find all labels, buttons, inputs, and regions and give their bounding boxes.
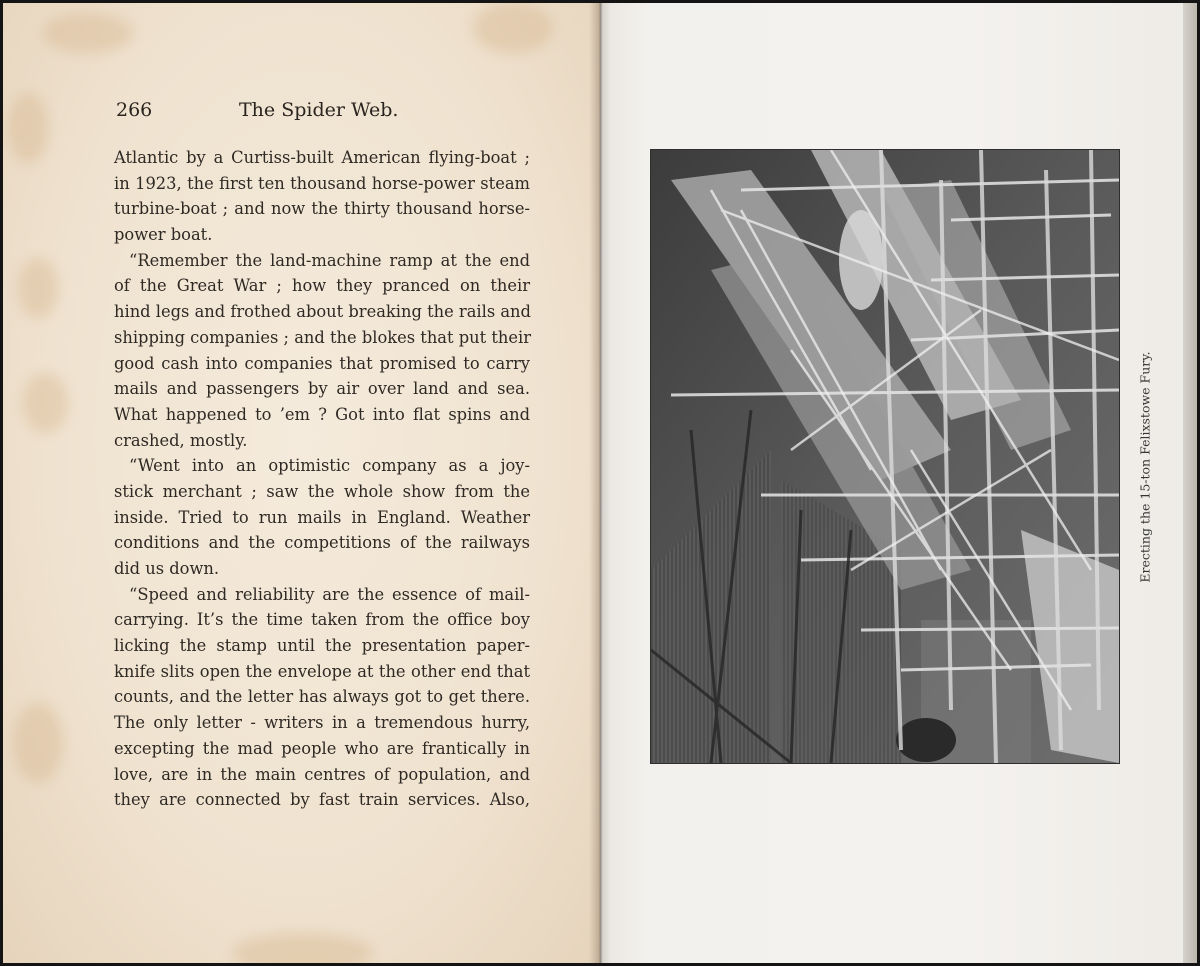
page-number: 266 [116,99,153,121]
text-line: of the Great War ; how they pranced on their [114,276,530,296]
text-line: licking the stamp until the presentation paper- [114,636,530,656]
plate-caption [1137,351,1153,583]
text-line: counts, and the letter has always got to get there. [114,687,530,707]
text-line: shipping companies ; and the blokes that put their [114,327,532,347]
text-line: What happened to ’em ? Got into flat spins and [114,404,530,424]
text-line: power boat. [114,225,213,245]
right-page [600,3,1197,963]
text-line: knife slits open the envelope at the other end that [114,661,530,681]
text-line: crashed, mostly. [114,430,248,450]
page-header [114,99,532,125]
text-line: in 1923, the first ten thousand horse-power steam [114,173,530,193]
text-line: “Speed and reliability are the essence of mail- [129,584,530,604]
hangar-photograph [651,150,1119,763]
text-line: “Remember the land-machine ramp at the end [129,250,530,270]
photo-plate [650,149,1120,764]
text-line: The only letter - writers in a tremendous hurry, [114,713,530,733]
body-text [114,145,530,813]
text-line: they are connected by fast train services. Also, [114,790,530,810]
text-line: good cash into companies that promised to carry [114,353,530,373]
page-edge [1183,3,1197,963]
text-line: conditions and the competitions of the railways [114,533,530,553]
running-title: The Spider Web. [239,99,399,121]
text-line: inside. Tried to run mails in England. Weather [114,507,530,527]
text-line: “Went into an optimistic company as a joy- [129,456,530,476]
book-gutter [589,3,611,963]
plate-caption-text: Erecting the 15-ton Felixstowe Fury. [1137,351,1153,583]
text-line: stick merchant ; saw the whole show from the [114,481,530,501]
text-line: Atlantic by a Curtiss-built American flying-boat ; [114,148,530,167]
text-line: carrying. It’s the time taken from the office boy [114,610,530,630]
text-line: mails and passengers by air over land and sea. [114,379,530,399]
left-page [3,3,600,963]
book-spread [3,3,1197,963]
text-line: turbine-boat ; and now the thirty thousand horse- [114,199,530,219]
text-line: did us down. [114,559,220,578]
text-line: love, are in the main centres of population, and [114,764,530,784]
text-line: hind legs and frothed about breaking the rails and [114,302,531,322]
text-line: excepting the mad people who are frantically in [114,738,530,758]
